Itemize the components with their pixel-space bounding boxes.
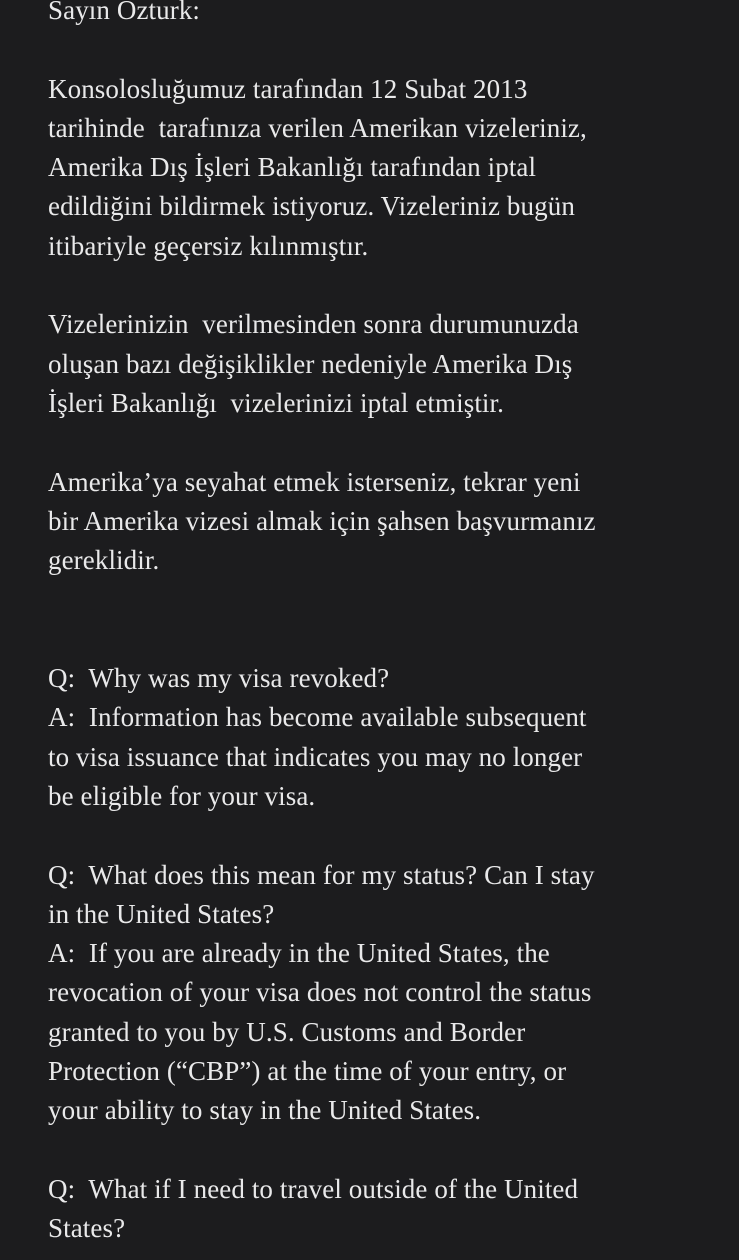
text-line: Amerika’ya seyahat etmek isterseniz, tekrar yeni [48, 466, 581, 497]
faq-question: Q: What if I need to travel outside of the United [48, 1173, 579, 1204]
faq-answer: to visa issuance that indicates you may no longer [48, 741, 583, 772]
faq-answer: A: If you are already in the United States, the [48, 938, 550, 969]
faq-item-travel [48, 1170, 718, 1249]
faq-question: in the United States? [48, 898, 275, 929]
faq-question: States? [48, 1213, 126, 1244]
text-line: itibariyle geçersiz kılınmıştır. [48, 230, 369, 261]
faq-item-why-revoked [48, 659, 718, 816]
spacer [48, 30, 718, 69]
faq-answer: Protection (“CBP”) at the time of your entry, or [48, 1056, 567, 1087]
text-line: İşleri Bakanlığı vizelerinizi iptal etmiştir. [48, 387, 504, 418]
faq-item-status [48, 856, 718, 1131]
faq-answer: A: Information has become available subsequent [48, 702, 587, 733]
text-line: Vizelerinizin verilmesinden sonra durumunuzda [48, 309, 579, 340]
text-line: Konsolosluğumuz tarafından 12 Subat 2013 [48, 73, 528, 104]
faq-question: Q: What does this mean for my status? Can I stay [48, 859, 595, 890]
faq-answer: revocation of your visa does not control the status [48, 977, 592, 1008]
text-line: tarihinde tarafınıza verilen Amerikan vizeleriniz, [48, 112, 587, 143]
text-line: Amerika Dış İşleri Bakanlığı tarafından iptal [48, 152, 537, 183]
faq-answer: granted to you by U.S. Customs and Border [48, 1016, 526, 1047]
paragraph-reason [48, 305, 718, 423]
greeting: Sayın Ozturk: [48, 0, 201, 25]
spacer [48, 423, 718, 462]
text-line: edildiğini bildirmek istiyoruz. Vizeleriniz bugün [48, 191, 575, 222]
spacer [48, 816, 718, 855]
spacer [48, 580, 718, 659]
faq-question: Q: Why was my visa revoked? [48, 663, 390, 694]
letter-document [48, 0, 718, 1249]
paragraph-reapply [48, 463, 718, 581]
text-line: gereklidir. [48, 545, 160, 576]
faq-answer: be eligible for your visa. [48, 780, 316, 811]
text-line: bir Amerika vizesi almak için şahsen başvurmanız [48, 505, 596, 536]
paragraph-visa-cancelled [48, 70, 718, 266]
text-line: oluşan bazı değişiklikler nedeniyle Amerika Dış [48, 348, 573, 379]
spacer [48, 266, 718, 305]
spacer [48, 1131, 718, 1170]
faq-answer: your ability to stay in the United States. [48, 1095, 482, 1126]
